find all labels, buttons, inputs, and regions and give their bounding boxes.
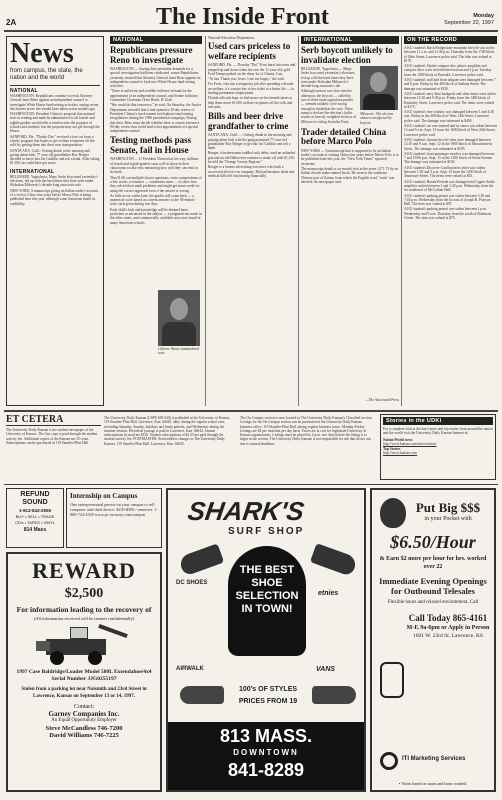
sharks-bubble-text: THE BEST SHOE SELECTION IN TOWN! bbox=[235, 564, 299, 615]
article-grandfather bbox=[208, 133, 296, 178]
telesales-openings: Immediate Evening Openings for Outbound Telesales bbox=[379, 576, 487, 596]
sharks-offer-1: 100's OF STYLES bbox=[238, 686, 298, 693]
on-the-record bbox=[404, 36, 497, 406]
paragraph: "There is sufficient and credible evidence in hand for the appointment of an independent counsel, and Senate Judiciary Committee Chairman Orrin Hatch, R-Utah. bbox=[110, 89, 199, 103]
telesales-title: Put Big $$$ bbox=[415, 500, 481, 515]
money-bag-icon bbox=[380, 498, 406, 528]
internship-title: Internship on Campus bbox=[70, 492, 138, 500]
record-item: A KU student's car was entered and its stereo was taken between 12 and 9 a.m. Sept. 13 from the 1600 block of West 24th Street, Lawrence police said. bbox=[404, 124, 497, 137]
headline-serb: Serb boycott unlikely to invalidate election bbox=[301, 45, 393, 65]
refund-sound-title: REFUND SOUND bbox=[20, 491, 50, 506]
headline-grandfather: Bills and beer drive grandfather to crime bbox=[208, 111, 289, 131]
column-divider bbox=[298, 36, 299, 406]
record-item: A KU student's navy blue backpack and other items were stolen between 12:30 and 9:30 p.m. Friday from the 1400 block of Kentucky Street, Lawrence police said. The items were valued at $175. bbox=[404, 91, 496, 109]
record-item: A KU student's rear window was damaged between 1 and 4:30 a.m. Friday in the 400 block of West 14th Street, Lawrence police said. The damage was estimated at $400. bbox=[404, 110, 495, 123]
reward-line2: (All information received will be treated confidentially) bbox=[33, 616, 135, 621]
reward-title: REWARD bbox=[32, 558, 136, 583]
article-used-cars bbox=[208, 63, 296, 109]
headline-used-cars: Used cars priceless to welfare recipients bbox=[208, 41, 291, 61]
record-item: A KU student's chrome bicycle rims were damaged between 12:10 and 9 a.m. Sept. 12 in the 1900 block of Massachusetts Street. The damage was estimated at $195. bbox=[404, 137, 493, 151]
reward-car: 1997 Case Baldridge/Loader Model 580L Extendahoe/4x4 Serial Number JJG0255197 bbox=[16, 669, 152, 682]
iti-logo-icon bbox=[380, 752, 398, 770]
record-item: A KU student's Discover Card business letter was stolen between 1:30 and 3 p.m. Sept. 13 from the 1200 block of Tennessee Street. The items were valued at $10. bbox=[404, 165, 487, 179]
record-item: A KU student's parking permit was stolen between 3:30 and 7:40 p.m. Wednesday from the lot east of Joseph R. Pearson Hall. The item was valued at $97. bbox=[404, 193, 491, 207]
record-item: A KU student's Alpine compact disc player, amplifier and compact discs were stolen between noon and 2 p.m. Tuesday from the 1900 block of Emerald, Lawrence police said. bbox=[404, 64, 492, 77]
sharks-ad bbox=[166, 488, 366, 792]
record-item: A KU student's front passenger window was damaged between 7 and 10:06 p.m. Sept. 15 in the 1200 block of Oread Avenue. The damage was estimated at $150. bbox=[404, 151, 495, 165]
section-continuation: National Education Department. bbox=[208, 36, 255, 40]
page-title: The Inside Front bbox=[156, 4, 329, 30]
paragraph: Boeger is a former advertising executive who built a successful electric-car company. But bad business deals and medical bills left him hurting financially. bbox=[208, 165, 295, 178]
refund-sound-info: BUY • SELL • TRADE bbox=[15, 514, 55, 519]
telesales-text: Flexible hours and relaxed environment. Call bbox=[387, 600, 479, 605]
udk-stories-box bbox=[380, 414, 496, 480]
news-subtitle: from campus, the state, the nation and the world bbox=[10, 68, 83, 81]
news-item: WASHINGTON: President Clinton's proposal that national tests in reading and math be administered to all fourth- and eighth-graders would offer a window into the progress of schools and students, but the proposal may not get through the House. bbox=[10, 112, 100, 134]
record-item: A KU student's wall and front tailgate were damaged between 7 and 8 p.m. Friday in the 400 block of Indiana Street. The damage was estimated at $150. bbox=[404, 78, 496, 91]
sharks-phone: 841-8289 bbox=[227, 760, 305, 780]
refund-sound-ad bbox=[6, 488, 64, 548]
brand-dc: DC SHOES bbox=[176, 580, 208, 586]
masthead-rule bbox=[4, 30, 498, 32]
paragraph: Although turnout was slow into the afternoon, the boycott — called by two of three main opposition parties — seemed unlikely to be strong enough to invalidate the vote. These mean to declare the election's ballot results as heavily weighted in favor of Milosevic's ruling Socialist Party. bbox=[301, 89, 356, 124]
telesales-call: Call Today 865-4161 bbox=[408, 613, 488, 623]
headline-testing: Testing methods pass Senate, fail in House bbox=[110, 135, 192, 155]
reward-line1: For information leading to the recovery of bbox=[16, 605, 152, 614]
record-item: A KU student's Honda Prelude was damaged and Lipper Audio amplifier stolen between 1 and 1:45 p.m. Wednesday from the lot southwest of McCollum Hall. bbox=[404, 179, 495, 193]
loader-image bbox=[36, 625, 132, 665]
paragraph: They'll fill out multiple-choice questions, write compositions of a few words, a sentence — sometimes more — to show how they solved their math problems and might get some credit for using the correct approach even if the answer is wrong. bbox=[110, 175, 202, 193]
sharks-title: SHARK'S bbox=[185, 496, 307, 526]
record-items bbox=[404, 46, 497, 220]
paragraph: Each child's kids and knowledge will be deemed basic, proficient or advanced in the subject — a judgment not made in the other states, and commercially available tests now found in many American schools. bbox=[110, 207, 202, 225]
section-header-record: ON THE RECORD bbox=[404, 36, 497, 44]
telesales-bonus: & Earn $2 more per hour for hrs. worked over 22 bbox=[379, 556, 487, 570]
shoe-bottom-right bbox=[312, 686, 356, 704]
sharks-location: DOWNTOWN bbox=[233, 748, 299, 757]
news-item: SANTA ANA, Calif.: Getting drunk in the morning and giving about kids, 77-year-old grandfather Roy Boeger decided to move into his Cadillac and rob a bank. After taking $1,100, he could have got more. bbox=[10, 148, 100, 166]
article-reno bbox=[110, 67, 202, 133]
milosevic-caption: Milosevic: His election chances unaffected by boycott bbox=[360, 112, 394, 125]
reward-contact: Contact: bbox=[73, 704, 95, 710]
internship-text: One entrepreneurial person on your campus to sell computer anti-theft device. $250-$500 / semester. 1-800-724-4339 www.pc-security.com/campus bbox=[70, 502, 158, 517]
headline-china: Trader detailed China before Marco Polo bbox=[301, 126, 387, 147]
paragraph: SANTA ANA, Calif. — Getting drunk in the morning and griping about kids with the gang prompted 77-year-old grandfather Roy Boeger to get into his Cadillac and rob a bank. bbox=[208, 133, 292, 151]
paragraph: WASHINGTON — Saying their persistent demands for a special investigation had been vindicated, senior Republicans yesterday insisted that Attorney General Janet Reno appoint an independent counsel to look into White House fund-raising activities. bbox=[110, 67, 201, 89]
paragraph: For Frost, who has a temporary job after spending a decade on welfare, it's a major key to her ticket to a better life — to finding permanent employment. bbox=[208, 82, 295, 96]
telesales-wage: $6.50/Hour bbox=[390, 532, 476, 552]
reward-company: Garney Companies Inc. bbox=[48, 710, 120, 718]
paragraph: As little as six weeks later, the grades will come back — a numerical score based on current answers to the 90-minute tests, each given during two days. bbox=[110, 193, 195, 207]
phone-icon bbox=[380, 662, 404, 698]
news-item: WASHINGTON: Republicans continue to resist Attorney General Janet Reno against an independent counsel to investigate White House fund-raising activities, saying recent disclosures prove she should have taken action months ago. bbox=[10, 94, 99, 111]
brand-etnies: etnies bbox=[318, 590, 339, 597]
telesales-when: M-F, 9a-6pm or Apply in Person bbox=[406, 625, 490, 631]
masthead-date: September 22, 1997 bbox=[444, 20, 494, 26]
paragraph: Florida officials hope to find more car-less beneficiaries to help them move 61,000 welfare recipients off the rolls and into jobs. bbox=[208, 96, 293, 109]
sharks-offer-2: PRICES FROM 19 bbox=[238, 698, 298, 705]
article-china bbox=[301, 149, 399, 184]
paragraph: "She could do that tomorrow," he said. On Saturday, the Justice Department revealed that it had opened a 30-day review of President Clinton's involvement in telephone fund-raising irregularities during the 1996 presidential campaign. During that time, Reno must decide whether there is a more extensive 90-day review that could lead to her appointment of a special independent counsel. bbox=[110, 103, 202, 134]
brand-airwalk: AIRWALK bbox=[176, 666, 204, 672]
et-cetera-title: ET CETERA bbox=[6, 414, 101, 426]
shoe-right bbox=[310, 543, 358, 577]
ap-credit: —The Associated Press bbox=[365, 397, 399, 402]
internship-ad bbox=[66, 488, 162, 548]
section-header-national: NATIONAL bbox=[110, 36, 202, 44]
section-header-international: INTERNATIONAL bbox=[301, 36, 399, 44]
news-national-items bbox=[10, 94, 100, 166]
refund-sound-phone: 1-913-843-2555 bbox=[18, 508, 52, 513]
refund-sound-addr: 814 Mass bbox=[23, 527, 47, 533]
reward-ad bbox=[6, 552, 162, 792]
news-section-national: NATIONAL bbox=[10, 88, 38, 94]
news-international-items bbox=[10, 175, 100, 206]
masthead-day: Monday bbox=[473, 13, 494, 19]
masthead bbox=[6, 4, 496, 30]
link-label: Top Stories bbox=[383, 447, 401, 452]
reward-eoe: An Equal Opportunity Employer bbox=[51, 718, 117, 723]
sharks-subtitle: SURF SHOP bbox=[228, 526, 305, 537]
welfare-column bbox=[208, 36, 296, 406]
record-item: A KU student's black Bridgestone mountain bicycle was stolen between 11 a.m. and 11:30 p.m. Thursday from the 1700 block of Ohio Street, Lawrence police said. The bike was valued at $170. bbox=[404, 46, 495, 63]
news-box bbox=[6, 36, 104, 406]
paragraph: The manuscript details a six-month visit in the years 1271-72 by an Italian Jewish trader named Jacob. He went to the southeast Chinese port of Zaitun, from which the English word "satin" was derived, the newspaper said. bbox=[301, 167, 398, 184]
et-cetera-box bbox=[6, 414, 101, 480]
record-item: A KU student's parking permit was stolen between 1 p.m. Wednesday and 9 a.m. Thursday from the south of Robinson Center. The item was valued at $75. bbox=[404, 207, 492, 220]
on-campus-info: The On Campus section is now located in The University Daily Kansan's Classified section. Listings for the On Campus section can be purchased at the University Daily Kansan business office, 119 Stauffer-Flint Hall, during regular business hours, Monday-Friday. Listings are $4 per insertion per day basis. Prices are at cost for legitimate University of Kansas organizations. Listings must be placed by 4 p.m. two days before the listing is to begin in the section. The University Daily Kansan is not responsible for ads that do not run due to missed deadlines. bbox=[240, 416, 373, 446]
udk-stories-text: For a complete look at the day's news and top stories from around the nation and the world visit the University Daily Kansan Internet at: bbox=[383, 427, 493, 436]
news-item: BELGRADE, Yugoslavia: Many Serbs boycotted yesterday's elections, fed up with the hard times they have seen under Slobodan Milosevic's decade-long autocratic rule. bbox=[10, 174, 98, 188]
top-stories-link[interactable]: http://www.kansan.com bbox=[383, 451, 418, 456]
reward-stolen: Stolen from a parking lot near Naismith and 23rd Street in Lawrence, Kansas on September 13 or 14, 1997. bbox=[21, 687, 147, 699]
section-rule bbox=[4, 484, 498, 485]
telesales-footnote: • Varies based on status and hours worked. bbox=[398, 781, 468, 786]
telesales-ad bbox=[370, 488, 496, 792]
page-number: 2A bbox=[6, 18, 17, 27]
shoe-bottom-left bbox=[180, 686, 224, 704]
paragraph: "At last. Thank you, Jesus. I am too happy," she said. bbox=[208, 77, 285, 82]
shoe-left bbox=[178, 543, 224, 576]
sharks-address: 813 MASS. bbox=[219, 726, 313, 746]
news-section-international: INTERNATIONAL bbox=[10, 168, 55, 175]
telesales-sub: in your Pocket with bbox=[424, 516, 472, 522]
section-rule bbox=[4, 410, 498, 412]
reward-phone-2: David Williams 746-7225 bbox=[49, 732, 119, 739]
udk-publication-info: The University Daily Kansan (USPS 650-640) is published at the University of Kansas, 119 Stauffer-Flint Hall, Lawrence, Kan. 66045, daily during the regular school year, excluding Saturday, Sunday, holidays and finals periods, and Wednesday during the summer session. Periodical postage is paid in Lawrence, Kan. 66044. Annual subscriptions by mail are $120. Student subscriptions of $2.33 are paid through the student activity fee. POSTMASTER: Send address changes to The University Daily Kansan, 119 Stauffer-Flint Hall, Lawrence, Kan. 66045. bbox=[104, 416, 231, 446]
brand-vans: VANS bbox=[316, 666, 335, 673]
article-serb bbox=[301, 67, 357, 124]
paragraph: SANFORD, Fla. — Dorothy "Dot" Frost burst into tears and jumped up and down when she saw the 11-year-old, gold Ford Tempo parked on the dusty lot of Charity Cars. bbox=[208, 63, 296, 76]
news-item: SANFORD, Fla.: "Dunky Doo" received a free car from a charity program that hopes to get welfare recipients off the rolls by getting them into their own transportation. bbox=[10, 134, 95, 148]
reward-amount: $2,500 bbox=[64, 586, 104, 601]
udk-stories-title: Stories in the UDKi bbox=[383, 417, 493, 425]
milosevic-photo bbox=[360, 66, 398, 110]
clinton-caption: Clinton: Wants standardized tests bbox=[158, 347, 199, 356]
paragraph: Boeger, a businessman saddled with debts, used an unloaded gun and an old Halloween costume to make off with $1,100, he told the "Orange County Register." bbox=[208, 151, 296, 165]
paragraph: BELGRADE, Yugoslavia — Many Serbs boycotted yesterday's elections, fed up with the hard times they have seen under Slobodan Milosevic's decade-long autocratic rule. bbox=[301, 67, 356, 89]
nation-world-link[interactable]: http://www.kansan.com/news/nation/ bbox=[383, 441, 437, 446]
refund-sound-sub: CD's • TAPES • VINYL bbox=[14, 520, 56, 525]
telesales-address: 1601 W. 23rd St. Lawrence, KS bbox=[413, 633, 483, 639]
column-divider bbox=[401, 36, 402, 406]
news-title: News bbox=[10, 38, 74, 69]
link-label: Nation/World news bbox=[383, 437, 413, 442]
clinton-photo bbox=[158, 290, 200, 346]
paragraph: WASHINGTON — If President Clinton has his way, millions of fourth and eighth-graders soon will sit down in their classrooms to take tests measuring how well they can read or do math. bbox=[110, 157, 199, 175]
article-testing bbox=[110, 157, 202, 224]
headline-reno: Republicans pressure Reno to investigate bbox=[110, 45, 193, 65]
reward-phone-1: Steve McCandless 746-7200 bbox=[45, 725, 123, 732]
paragraph: NEW YORK — A manuscript that is supposed to be an Italian trader's account of visiting China four years before Marco Polo is to be published later this year, the "New York Times" reported yesterday. bbox=[301, 148, 399, 166]
column-divider bbox=[205, 36, 206, 406]
telesales-company: ITI Marketing Services bbox=[402, 756, 466, 762]
news-item: NEW YORK: A manuscript giving an Italian trader's account of a visit to China four years before Marco Polo is being published later this year, although some historians doubt its credibility. bbox=[10, 188, 98, 206]
et-cetera-text: The University Daily Kansan is the student newspaper of the University of Kansas. The first copy is paid through the student activity fee. Additional copies of the Kansan are 25 cents. Subscriptions can be purchased at 119 Stauffer-Flint Hall. bbox=[6, 428, 98, 445]
